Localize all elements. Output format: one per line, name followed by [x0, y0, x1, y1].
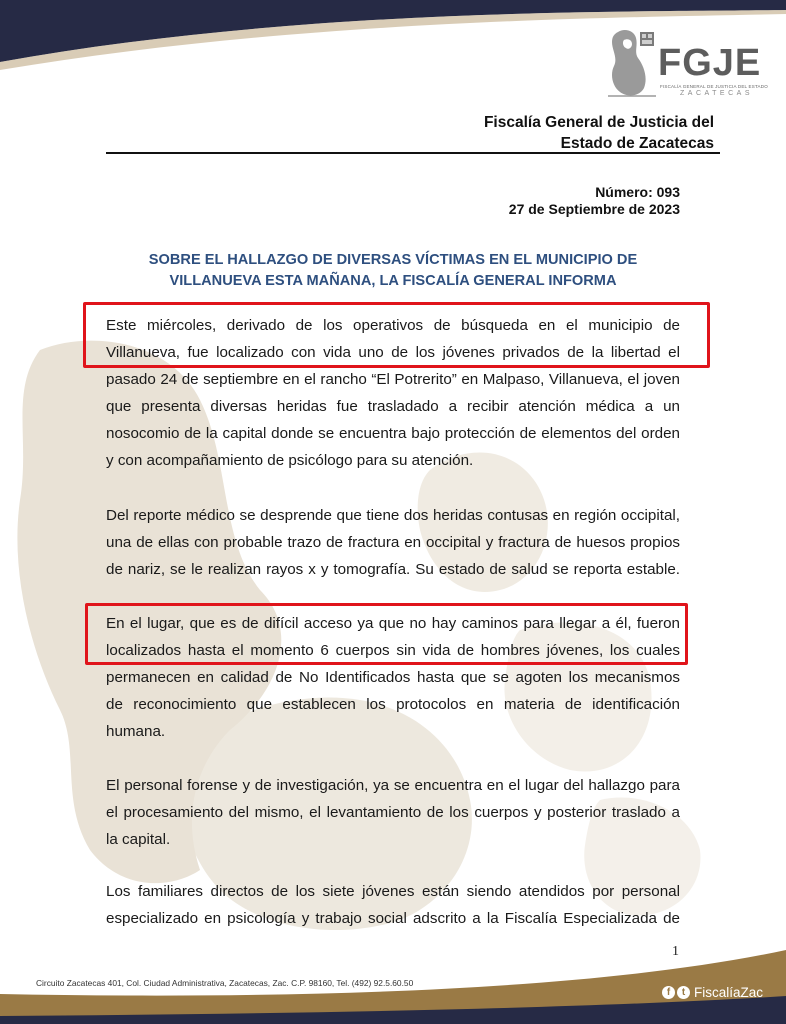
- logo-wordmark: FGJE: [658, 42, 762, 84]
- paragraph-2: [106, 502, 680, 583]
- paragraph-line: y con acompañamiento de psicólogo para su atención.: [106, 452, 474, 469]
- paragraph-line: de reconocimiento que establecen los protocolos en materia de identificación: [106, 696, 680, 713]
- paragraph-line: el procesamiento del mismo, el levantamiento de los cuerpos y posterior traslado a: [106, 804, 680, 821]
- headline-line-2: VILLANUEVA ESTA MAÑANA, LA FISCALÍA GENERAL INFORMA: [169, 273, 617, 289]
- twitter-icon[interactable]: t: [677, 986, 690, 999]
- paragraph-line: localizados hasta el momento 6 cuerpos sin vida de hombres jóvenes, los cuales: [106, 642, 680, 659]
- paragraph-line: pasado 24 de septiembre en el rancho “El Potrerito” en Malpaso, Villanueva, el joven: [106, 371, 680, 388]
- social-handle[interactable]: FiscalíaZac: [694, 984, 764, 1000]
- paragraph-4: [106, 772, 680, 853]
- facebook-icon[interactable]: f: [662, 986, 675, 999]
- paragraph-line: una de ellas con probable trazo de fractura en occipital y fractura de huesos propios: [106, 534, 680, 551]
- logo-subtitle: FISCALÍA GENERAL DE JUSTICIA DEL ESTADO: [660, 84, 768, 89]
- paragraph-line: nosocomio de la capital donde se encuentra bajo protección de elementos del orden: [106, 425, 680, 442]
- document-date: 27 de Septiembre de 2023: [508, 201, 680, 217]
- paragraph-line: que presenta diversas heridas fue trasladado a recibir atención médica a un: [106, 398, 680, 415]
- fgje-logo: [604, 26, 768, 102]
- headline-line-1: SOBRE EL HALLAZGO DE DIVERSAS VÍCTIMAS EN EL MUNICIPIO DE: [148, 252, 638, 268]
- paragraph-line: El personal forense y de investigación, ya se encuentra en el lugar del hallazgo para: [106, 777, 680, 794]
- document-meta: [509, 184, 680, 218]
- paragraph-line: de nariz, se le realizan rayos x y tomografía. Su estado de salud se reporta estable.: [106, 561, 680, 578]
- footer-social: [662, 984, 763, 1000]
- fgje-emblem-icon: [604, 26, 660, 100]
- paragraph-line: Los familiares directos de los siete jóvenes están siendo atendidos por personal: [106, 883, 680, 900]
- paragraph-line: especializado en psicología y trabajo social adscrito a la Fiscalía Especializada de: [106, 910, 680, 927]
- paragraph-line: humana.: [106, 723, 166, 740]
- highlight-box-2: [85, 603, 688, 665]
- paragraph-line: Este miércoles, derivado de los operativos de búsqueda en el municipio de: [106, 317, 680, 334]
- paragraph-line: permanecen en calidad de No Identificados hasta que se agoten los mecanismos: [106, 669, 680, 686]
- document-headline: [106, 250, 680, 292]
- institution-line-1: Fiscalía General de Justicia del: [483, 114, 714, 131]
- paragraph-5: [106, 878, 680, 932]
- header-rule: [106, 152, 720, 154]
- document-number: Número: 093: [595, 184, 680, 200]
- highlight-box-1: [83, 302, 710, 368]
- institution-name: [484, 112, 714, 154]
- page-number: 1: [672, 944, 679, 959]
- paragraph-line: la capital.: [106, 831, 171, 848]
- paragraph-line: En el lugar, que es de difícil acceso ya que no hay caminos para llegar a él, fueron: [106, 615, 680, 632]
- footer-address: Circuito Zacatecas 401, Col. Ciudad Administrativa, Zacatecas, Zac. C.P. 98160, Tel. (492) 92.5.60.50: [36, 978, 414, 988]
- paragraph-line: Del reporte médico se desprende que tiene dos heridas contusas en región occipital,: [106, 507, 680, 524]
- logo-state: ZACATECAS: [680, 90, 753, 97]
- paragraph-line: Villanueva, fue localizado con vida uno de los jóvenes privados de la libertad el: [106, 344, 680, 361]
- institution-line-2: Estado de Zacatecas: [560, 135, 714, 152]
